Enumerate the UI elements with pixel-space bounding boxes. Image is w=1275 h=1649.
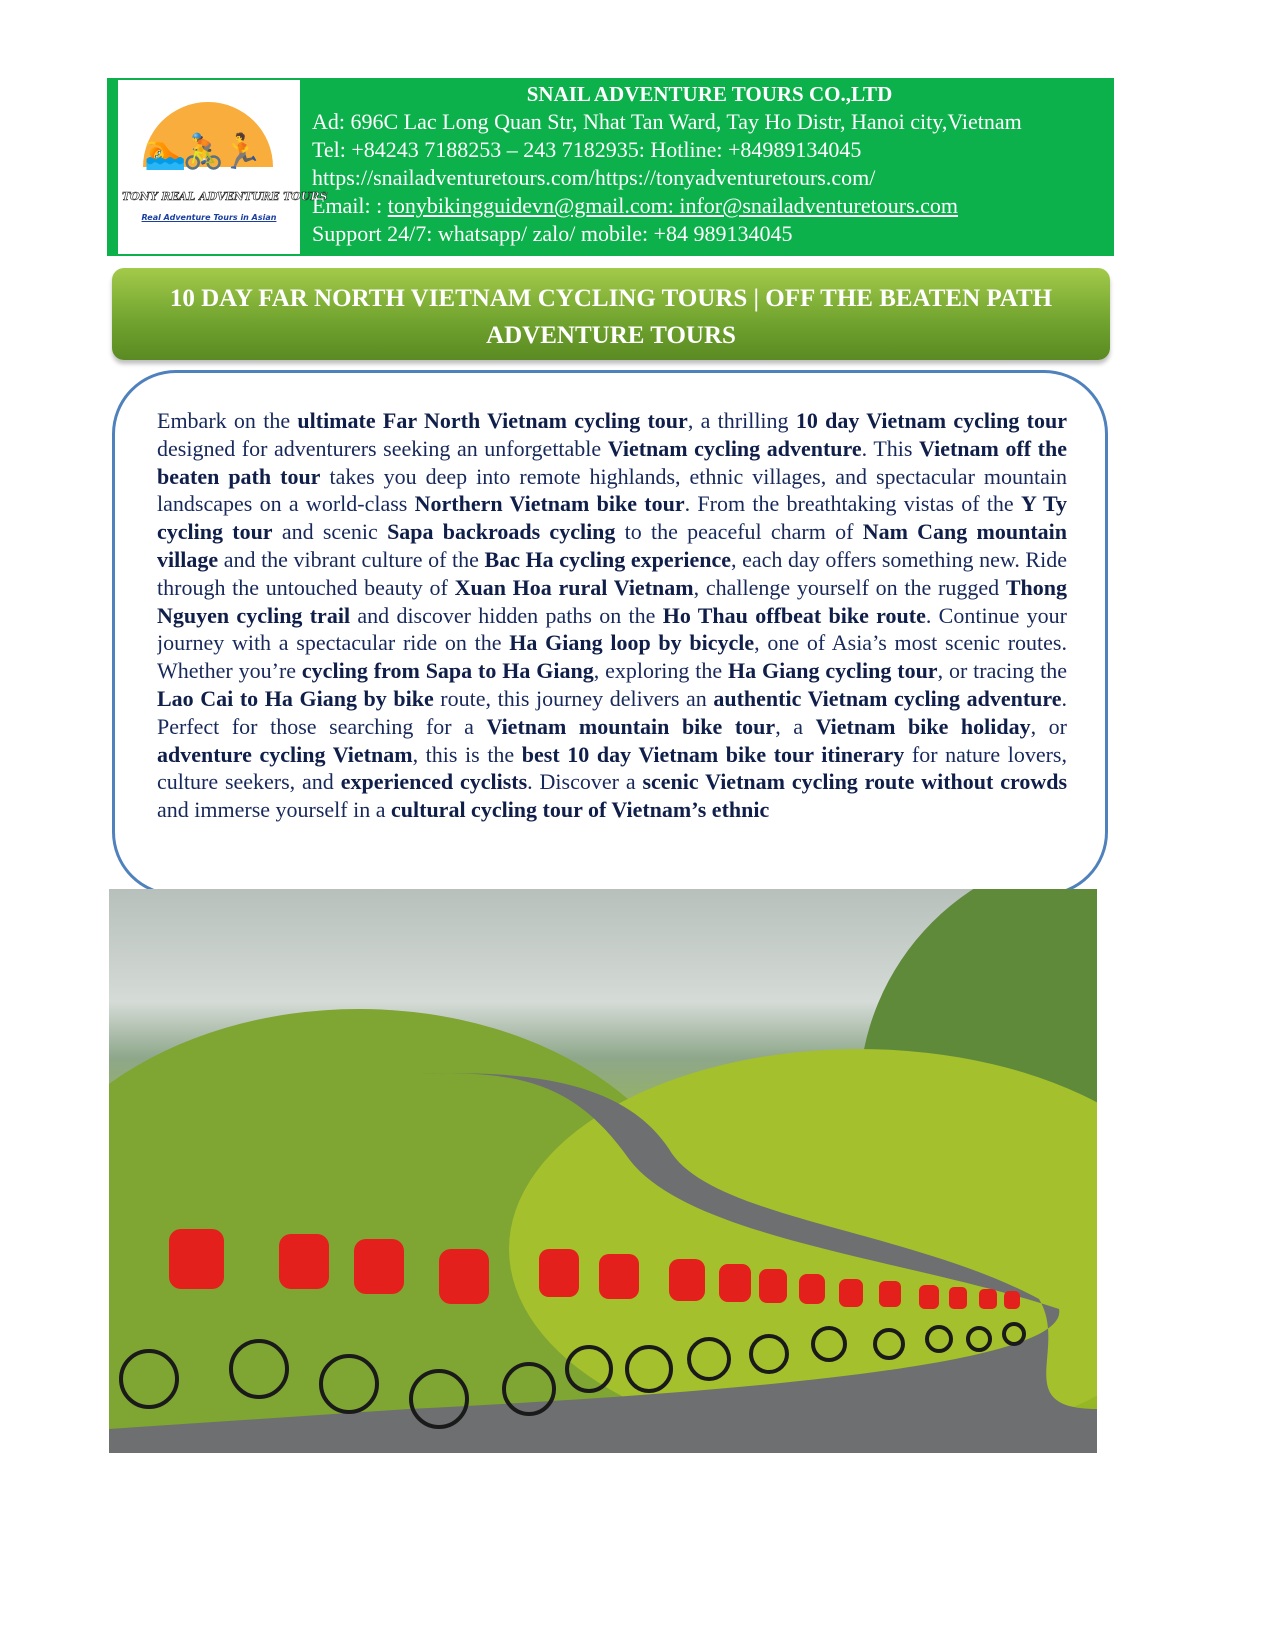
- keyword-bold: Nam Cang mountain village: [157, 519, 1067, 572]
- keyword-bold: Vietnam cycling adventure: [607, 435, 862, 461]
- keyword-bold: scenic Vietnam cycling route without crowds: [642, 769, 1067, 795]
- support: Support 24/7: whatsapp/ zalo/ mobile: +84 989134045: [312, 221, 793, 246]
- text-segment: . From the breathtaking vistas of the: [684, 491, 1021, 517]
- company-header: [107, 78, 1114, 256]
- text-segment: designed for adventurers seeking an unforgettable: [157, 435, 608, 461]
- keyword-bold: Ha Giang loop by bicycle: [509, 630, 755, 656]
- email-line: [312, 192, 1112, 220]
- keyword-bold: Lao Cai to Ha Giang by bike: [157, 685, 434, 711]
- intro-paragraph: [157, 407, 1067, 879]
- text-segment: and discover hidden paths on the: [350, 602, 663, 628]
- telephone: Tel: +84243 7188253 – 243 7182935: Hotline: +84989134045: [312, 137, 862, 162]
- text-segment: , one of Asia’s most scenic routes. Whether you’re: [157, 630, 1067, 684]
- keyword-bold: cycling from Sapa to Ha Giang: [301, 658, 594, 684]
- text-segment: Embark on the: [157, 408, 298, 433]
- email-label: Email: :: [312, 193, 388, 218]
- text-segment: . Discover a: [527, 769, 643, 795]
- keyword-bold: authentic Vietnam cycling adventure: [713, 685, 1062, 711]
- keyword-bold: Xuan Hoa rural Vietnam: [454, 574, 694, 600]
- address: Ad: 696C Lac Long Quan Str, Nhat Tan Ward, Tay Ho Distr, Hanoi city,Vietnam: [312, 109, 1022, 134]
- text-segment: , this is the: [412, 741, 522, 767]
- text-segment: and immerse yourself in a: [157, 797, 391, 823]
- text-segment: , or tracing the: [937, 658, 1067, 684]
- keyword-bold: Vietnam off the beaten path tour: [157, 435, 1067, 489]
- text-segment: and scenic: [272, 519, 388, 545]
- text-segment: to the peaceful charm of: [615, 519, 863, 545]
- keyword-bold: adventure cycling Vietnam: [157, 741, 413, 767]
- keyword-bold: Bac Ha cycling experience: [484, 546, 732, 572]
- text-segment: takes you deep into remote highlands, ethnic villages, and spectacular mountain landscapes on a world-class: [157, 463, 1067, 517]
- keyword-bold: ultimate Far North Vietnam cycling tour: [297, 408, 688, 433]
- company-name: SNAIL ADVENTURE TOURS CO.,LTD: [526, 82, 893, 106]
- text-segment: , or: [1030, 713, 1067, 739]
- text-segment: , a: [775, 713, 816, 739]
- keyword-bold: Thong Nguyen cycling trail: [157, 574, 1067, 628]
- text-segment: , each day offers something new. Ride through the untouched beauty of: [157, 546, 1067, 600]
- keyword-bold: Vietnam bike holiday: [815, 713, 1031, 739]
- page-title: 10 DAY FAR NORTH VIETNAM CYCLING TOURS | OFF THE BEATEN PATH ADVENTURE TOURS: [112, 268, 1110, 360]
- keyword-bold: experienced cyclists: [340, 769, 528, 795]
- logo-tagline: Real Adventure Tours in Asian: [141, 213, 277, 222]
- keyword-bold: 10 day Vietnam cycling tour: [795, 408, 1067, 433]
- keyword-bold: Vietnam mountain bike tour: [486, 713, 776, 739]
- company-logo: [118, 80, 328, 254]
- email-link[interactable]: tonybikingguidevn@gmail.com: infor@snailadventuretours.com: [387, 193, 959, 218]
- cycling-photo: [109, 889, 1097, 1453]
- keyword-bold: Ha Giang cycling tour: [728, 658, 938, 684]
- road: [109, 889, 1097, 1453]
- contact-info: [312, 80, 1112, 248]
- text-segment: . This: [861, 435, 920, 461]
- text-segment: for nature lovers, culture seekers, and: [157, 741, 1067, 795]
- keyword-bold: Sapa backroads cycling: [387, 519, 616, 545]
- cyclists: [169, 1229, 1020, 1309]
- keyword-bold: best 10 day Vietnam bike tour itinerary: [521, 741, 905, 767]
- text-segment: and the vibrant culture of the: [218, 546, 485, 572]
- text-segment: route, this journey delivers an: [433, 685, 714, 711]
- intro-box: [112, 370, 1108, 896]
- websites[interactable]: https://snailadventuretours.com/https://tonyadventuretours.com/: [312, 165, 876, 190]
- keyword-bold: Ho Thau offbeat bike route: [662, 602, 926, 628]
- text-segment: . Continue your journey with a spectacular ride on the: [157, 602, 1067, 656]
- keyword-bold: cultural cycling tour of Vietnam’s ethnic: [391, 797, 770, 823]
- text-segment: , exploring the: [593, 658, 729, 684]
- text-segment: , challenge yourself on the rugged: [693, 574, 1006, 600]
- keyword-bold: Y Ty cycling tour: [157, 491, 1067, 545]
- text-segment: . Perfect for those searching for a: [157, 685, 1067, 739]
- logo-brand: TONY REAL ADVENTURE TOURS: [122, 190, 328, 203]
- keyword-bold: Northern Vietnam bike tour: [414, 491, 685, 517]
- text-segment: , a thrilling: [687, 408, 796, 433]
- triathlon-icon: 🏊🚴🏃: [144, 134, 260, 171]
